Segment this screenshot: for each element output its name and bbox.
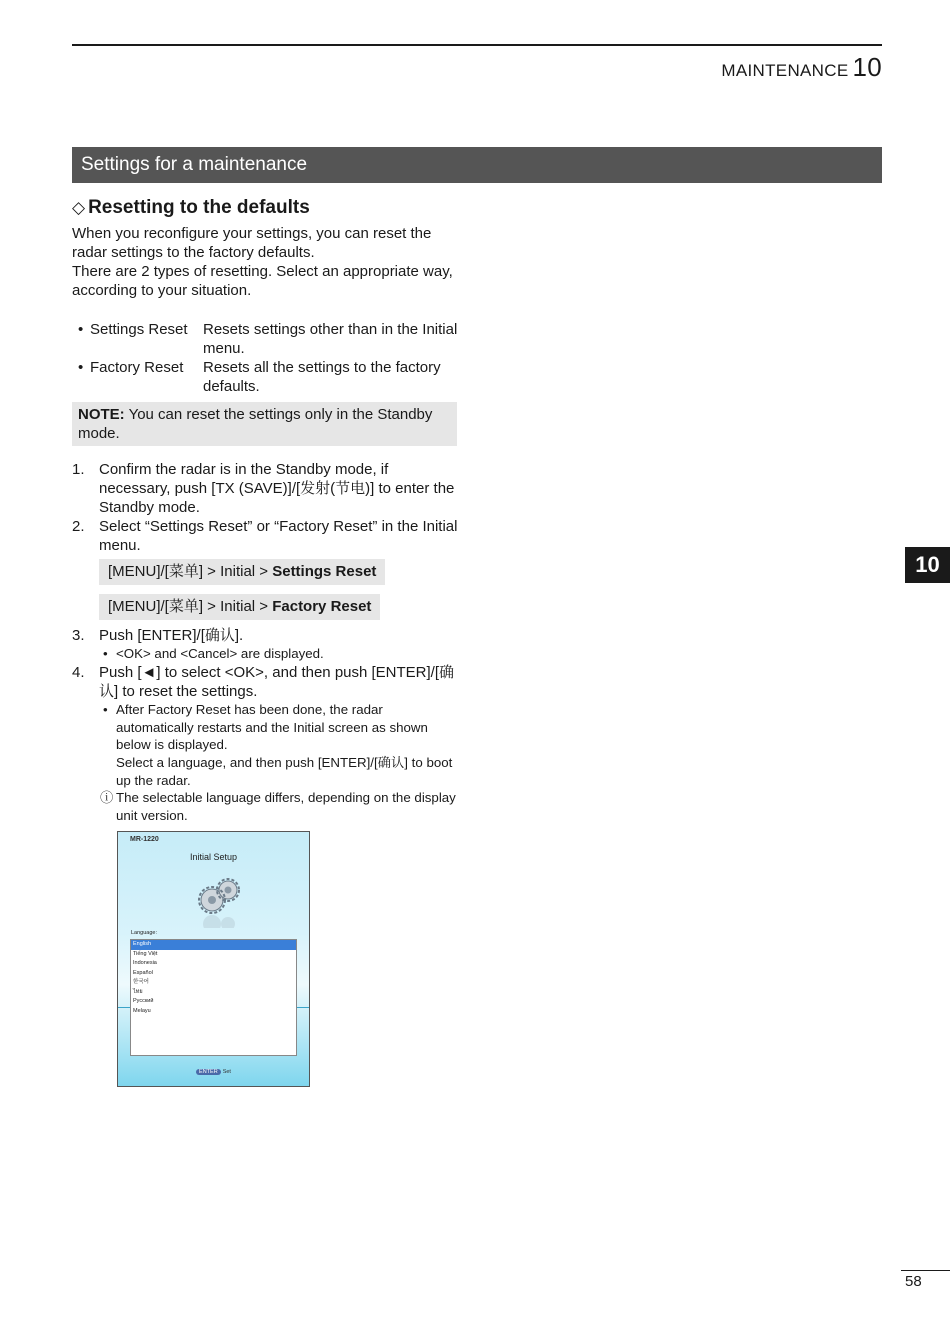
step-4: 4. Push [◄] to select <OK>, and then push [ENTER]/[确认] to reset the settings. [72, 663, 462, 701]
list-item[interactable]: Español [133, 969, 153, 976]
list-item[interactable]: 한국어 [133, 979, 149, 985]
list-item[interactable]: Русский [133, 998, 154, 1004]
language-label: Language: [131, 930, 157, 936]
list-item[interactable]: English [131, 940, 296, 950]
screen-title: Initial Setup [189, 852, 238, 862]
list-item[interactable]: Tiếng Việt [133, 950, 158, 957]
intro-paragraph-1: When you reconfigure your settings, you can reset the radar settings to the factory defaults. [72, 225, 432, 261]
language-list[interactable] [130, 939, 297, 1056]
step-3-note: • <OK> and <Cancel> are displayed. [103, 646, 324, 661]
subheading [72, 197, 310, 219]
step-4-note-2: Select a language, and then push [ENTER]/[确认] to boot up the radar. [116, 755, 453, 788]
screen-footer: ENTER Set [118, 1069, 309, 1075]
list-item[interactable]: ไทย [133, 988, 143, 995]
intro-paragraph-2: There are 2 types of resetting. Select an appropriate way, according to your situation. [72, 263, 453, 299]
reset-type-term: Settings Reset [90, 321, 188, 338]
note-label: NOTE: [78, 406, 125, 423]
diamond-icon: ◇ [72, 198, 86, 217]
step-1: 1. Confirm the radar is in the Standby mode, if necessary, push [TX (SAVE)]/[发射(节电)] to enter the Standby mode. [72, 460, 462, 517]
menu-path-factory-reset: [MENU]/[菜单] > Initial > Factory Reset [99, 594, 380, 620]
page-number: 58 [905, 1273, 922, 1290]
note-text: You can reset the settings only in the Standby mode. [78, 406, 433, 442]
reset-type-desc: Resets settings other than in the Initial menu. [203, 321, 458, 357]
section-title: Settings for a maintenance [72, 147, 882, 183]
enter-key-badge: ENTER [196, 1069, 221, 1075]
step-text: Select “Settings Reset” or “Factory Reset” in the Initial menu. [99, 518, 458, 554]
note-box [72, 402, 457, 446]
step-text: Confirm the radar is in the Standby mode, if necessary, push [TX (SAVE)]/[发射(节电)] to enter the Standby mode. [99, 461, 455, 516]
header-chapter: 10 [852, 52, 882, 82]
step-text: Push [ENTER]/[确认]. [99, 627, 244, 644]
step-4-note-3: ⓘ The selectable language differs, depending on the display unit version. [100, 790, 456, 823]
bottom-rule [901, 1270, 950, 1271]
subheading-text: Resetting to the defaults [88, 197, 310, 218]
step-4-note-1: • After Factory Reset has been done, the radar automatically restarts and the Initial screen as shown below is displayed. [103, 702, 428, 752]
step-2: 2. Select “Settings Reset” or “Factory Reset” in the Initial menu. [72, 517, 462, 555]
info-icon: ⓘ [100, 790, 114, 805]
step-3: 3. Push [ENTER]/[确认]. [72, 626, 462, 645]
gears-icon [188, 868, 248, 928]
chapter-tab: 10 [905, 547, 950, 583]
reset-type-desc: Resets all the settings to the factory defaults. [203, 359, 441, 395]
header-section: MAINTENANCE [721, 61, 849, 80]
list-item[interactable]: Melayu [133, 1007, 151, 1014]
list-item[interactable]: Indonesia [133, 960, 157, 966]
step-text: Push [◄] to select <OK>, and then push [ENTER]/[确认] to reset the settings. [99, 664, 455, 700]
list-item: • Settings Reset Resets settings other than in the Initial menu. [78, 320, 463, 358]
list-item: • Factory Reset Resets all the settings to the factory defaults. [78, 358, 463, 396]
page-header [721, 52, 882, 83]
reset-type-term: Factory Reset [90, 359, 184, 376]
top-rule [72, 44, 882, 46]
reset-types-list [78, 320, 463, 396]
menu-path-settings-reset: [MENU]/[菜单] > Initial > Settings Reset [99, 559, 385, 585]
model-label: MR-1220 [130, 836, 159, 843]
initial-setup-screenshot [117, 831, 310, 1087]
